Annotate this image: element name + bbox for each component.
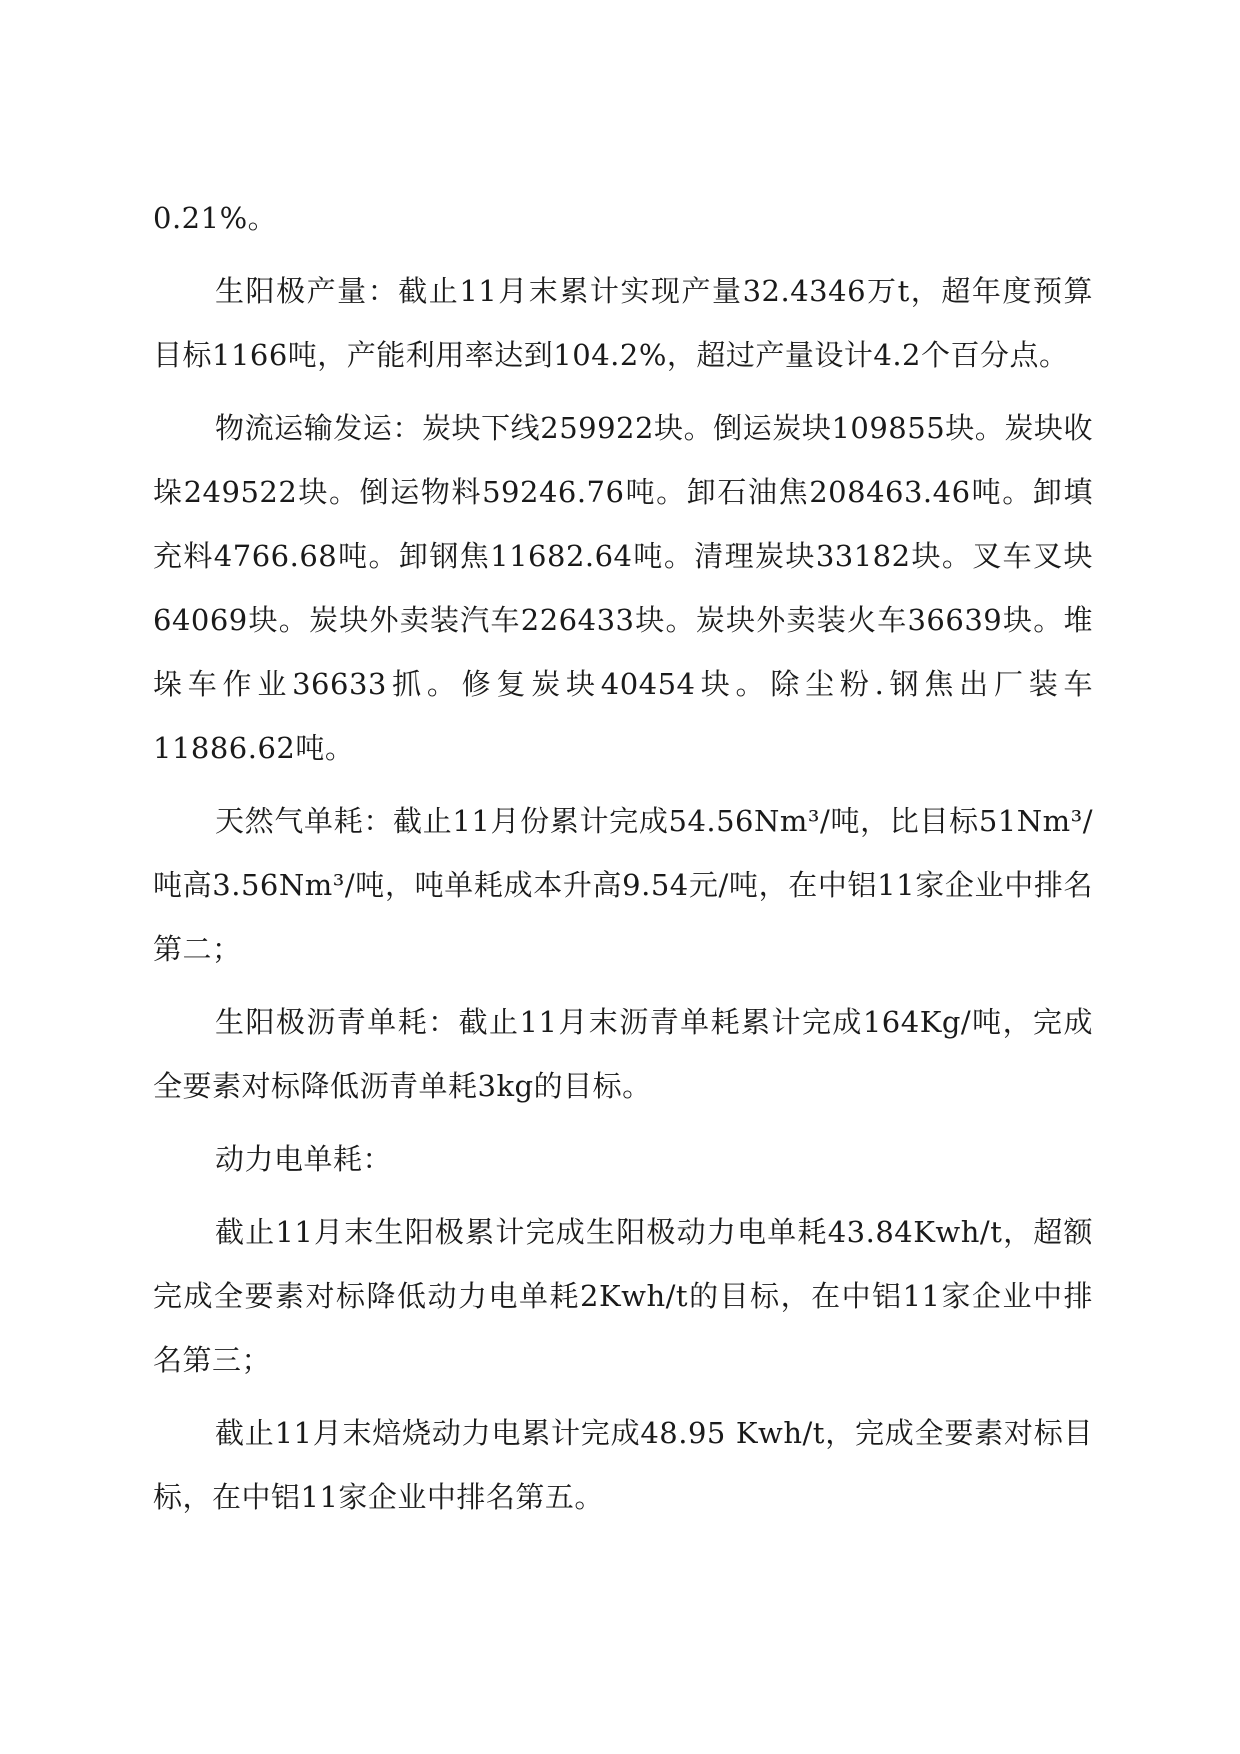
paragraph-natural-gas: 天然气单耗：截止11月份累计完成54.56Nm³/吨，比目标51Nm³/吨高3.56Nm³/吨，吨单耗成本升高9.54元/吨，在中铝11家企业中排名第二； <box>153 804 1093 966</box>
paragraph-anode-output: 生阳极产量：截止11月末累计实现产量32.4346万t，超年度预算目标1166吨，产能利用率达到104.2%，超过产量设计4.2个百分点。 <box>153 274 1093 372</box>
paragraph-logistics: 物流运输发运：炭块下线259922块。倒运炭块109855块。炭块收垛249522块。倒运物料59246.76吨。卸石油焦208463.46吨。卸填充料4766.68吨。卸钢焦11682.64吨。清理炭块33182块。叉车叉块64069块。炭块外卖装汽车226433块。炭块外卖装火车36639块。堆垛车作业36633抓。修复炭块40454块。除尘粉.钢焦出厂装车11886.62吨。 <box>153 411 1093 765</box>
paragraph-pitch-consumption: 生阳极沥青单耗：截止11月末沥青单耗累计完成164Kg/吨，完成全要素对标降低沥青单耗3kg的目标。 <box>153 1005 1093 1103</box>
paragraph-power-heading: 动力电单耗： <box>215 1142 393 1176</box>
paragraph-continuation: 0.21%。 <box>153 201 278 235</box>
document-body <box>153 186 1093 1538</box>
paragraph-power-green-anode: 截止11月末生阳极累计完成生阳极动力电单耗43.84Kwh/t，超额完成全要素对标降低动力电单耗2Kwh/t的目标，在中铝11家企业中排名第三； <box>153 1215 1093 1377</box>
paragraph-power-baking: 截止11月末焙烧动力电累计完成48.95 Kwh/t，完成全要素对标目标，在中铝11家企业中排名第五。 <box>153 1416 1093 1514</box>
